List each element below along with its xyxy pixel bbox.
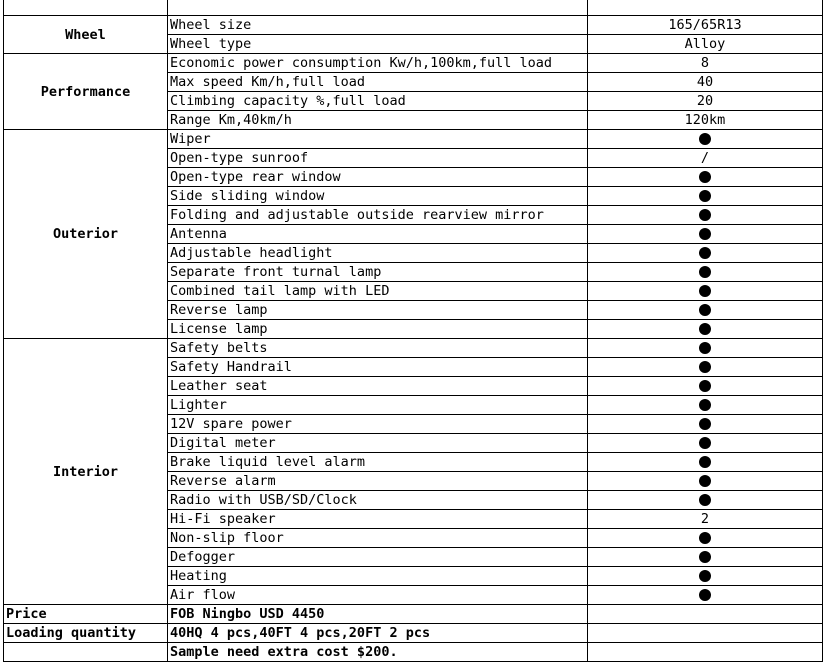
value-cell <box>588 301 823 320</box>
value-cell <box>588 339 823 358</box>
item-cell: Non-slip floor <box>168 529 588 548</box>
spec-row <box>4 54 823 73</box>
item-cell: Open-type rear window <box>168 168 588 187</box>
filled-dot-icon <box>699 171 711 183</box>
category-cell: Outerior <box>4 130 168 339</box>
spec-row <box>4 339 823 358</box>
item-cell: Heating <box>168 567 588 586</box>
footer-row <box>4 624 823 643</box>
item-cell: Range Km,40km/h <box>168 111 588 130</box>
item-cell: Wiper <box>168 130 588 149</box>
filled-dot-icon <box>699 418 711 430</box>
filled-dot-icon <box>699 475 711 487</box>
item-cell: Brake liquid level alarm <box>168 453 588 472</box>
filled-dot-icon <box>699 342 711 354</box>
value-cell: 20 <box>588 92 823 111</box>
filled-dot-icon <box>699 532 711 544</box>
footer-row <box>4 605 823 624</box>
value-cell: 165/65R13 <box>588 16 823 35</box>
category-cell: Interior <box>4 339 168 605</box>
filled-dot-icon <box>699 437 711 449</box>
value-cell <box>588 548 823 567</box>
filled-dot-icon <box>699 494 711 506</box>
footer-row <box>4 643 823 662</box>
filled-dot-icon <box>699 589 711 601</box>
item-cell: Reverse alarm <box>168 472 588 491</box>
item-cell: Antenna <box>168 225 588 244</box>
item-cell: Separate front turnal lamp <box>168 263 588 282</box>
spec-table <box>3 0 823 662</box>
item-cell: License lamp <box>168 320 588 339</box>
value-cell <box>588 434 823 453</box>
filled-dot-icon <box>699 209 711 221</box>
item-cell: Digital meter <box>168 434 588 453</box>
filled-dot-icon <box>699 551 711 563</box>
filled-dot-icon <box>699 361 711 373</box>
value-cell <box>588 244 823 263</box>
filled-dot-icon <box>699 190 711 202</box>
spec-row <box>4 130 823 149</box>
filled-dot-icon <box>699 133 711 145</box>
item-cell: 12V spare power <box>168 415 588 434</box>
footer-text: Sample need extra cost $200. <box>168 643 588 662</box>
value-cell <box>588 130 823 149</box>
filled-dot-icon <box>699 285 711 297</box>
category-cell <box>4 0 168 16</box>
footer-empty-cell <box>588 643 823 662</box>
item-cell: Folding and adjustable outside rearview mirror <box>168 206 588 225</box>
filled-dot-icon <box>699 247 711 259</box>
item-cell: Max speed Km/h,full load <box>168 73 588 92</box>
value-cell: 120km <box>588 111 823 130</box>
filled-dot-icon <box>699 323 711 335</box>
footer-label: Price <box>4 605 168 624</box>
item-cell: Side sliding window <box>168 187 588 206</box>
item-cell: Adjustable headlight <box>168 244 588 263</box>
footer-text: 40HQ 4 pcs,40FT 4 pcs,20FT 2 pcs <box>168 624 588 643</box>
item-cell: Reverse lamp <box>168 301 588 320</box>
filled-dot-icon <box>699 456 711 468</box>
value-cell <box>588 282 823 301</box>
value-cell <box>588 225 823 244</box>
value-cell: 2 <box>588 510 823 529</box>
value-cell: 40 <box>588 73 823 92</box>
value-cell <box>588 377 823 396</box>
category-cell: Wheel <box>4 16 168 54</box>
item-cell: Lighter <box>168 396 588 415</box>
filled-dot-icon <box>699 228 711 240</box>
spec-row <box>4 0 823 16</box>
value-cell <box>588 168 823 187</box>
value-cell <box>588 453 823 472</box>
item-cell: Air flow <box>168 586 588 605</box>
item-cell: Hi-Fi speaker <box>168 510 588 529</box>
footer-text: FOB Ningbo USD 4450 <box>168 605 588 624</box>
value-cell <box>588 0 823 16</box>
item-cell: Wheel size <box>168 16 588 35</box>
item-cell: Defogger <box>168 548 588 567</box>
category-cell: Performance <box>4 54 168 130</box>
item-cell: Climbing capacity %,full load <box>168 92 588 111</box>
filled-dot-icon <box>699 380 711 392</box>
item-cell: Safety Handrail <box>168 358 588 377</box>
value-cell <box>588 529 823 548</box>
value-cell <box>588 206 823 225</box>
value-cell <box>588 586 823 605</box>
item-cell: Combined tail lamp with LED <box>168 282 588 301</box>
value-cell <box>588 358 823 377</box>
item-cell: Wheel type <box>168 35 588 54</box>
value-cell <box>588 472 823 491</box>
value-cell <box>588 415 823 434</box>
value-cell: 8 <box>588 54 823 73</box>
footer-label <box>4 643 168 662</box>
item-cell: Open-type sunroof <box>168 149 588 168</box>
item-cell: Leather seat <box>168 377 588 396</box>
item-cell: Economic power consumption Kw/h,100km,full load <box>168 54 588 73</box>
value-cell <box>588 320 823 339</box>
filled-dot-icon <box>699 399 711 411</box>
value-cell <box>588 396 823 415</box>
value-cell <box>588 187 823 206</box>
item-cell: Safety belts <box>168 339 588 358</box>
footer-empty-cell <box>588 605 823 624</box>
filled-dot-icon <box>699 304 711 316</box>
item-cell: Radio with USB/SD/Clock <box>168 491 588 510</box>
footer-label: Loading quantity <box>4 624 168 643</box>
value-cell <box>588 263 823 282</box>
filled-dot-icon <box>699 570 711 582</box>
value-cell <box>588 491 823 510</box>
item-cell <box>168 0 588 16</box>
filled-dot-icon <box>699 266 711 278</box>
spec-row <box>4 16 823 35</box>
value-cell: / <box>588 149 823 168</box>
value-cell <box>588 567 823 586</box>
footer-empty-cell <box>588 624 823 643</box>
value-cell: Alloy <box>588 35 823 54</box>
